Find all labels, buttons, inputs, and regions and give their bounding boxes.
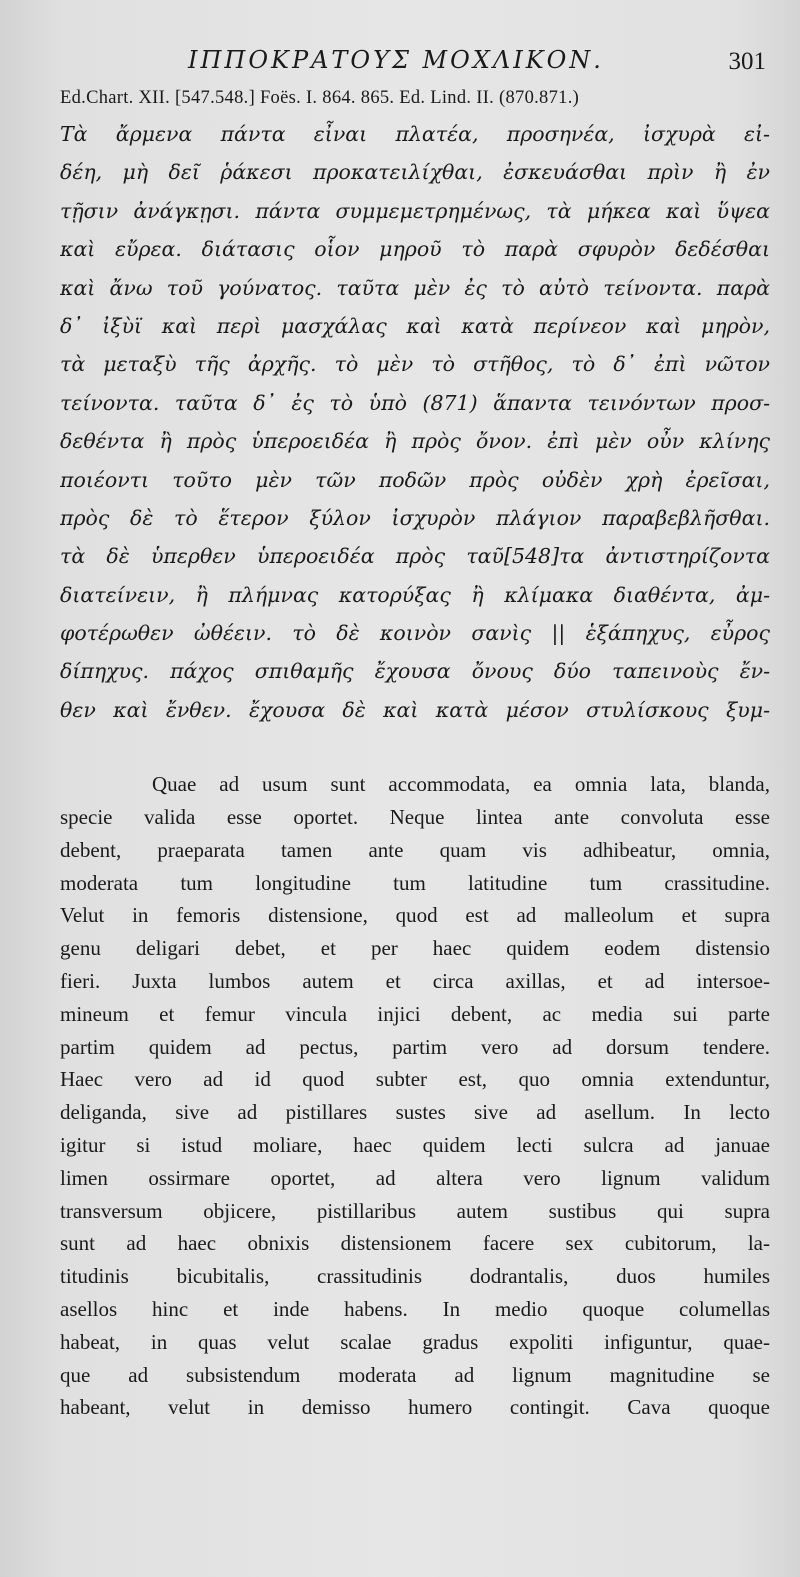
latin-line: mineum et femur vincula injici debent, ac media sui parte xyxy=(60,1001,770,1026)
running-head xyxy=(56,46,770,86)
latin-line: que ad subsistendum moderata ad lignum magnitudine se xyxy=(60,1362,770,1387)
greek-line: δεθέντα ἢ πρὸς ὑπεροειδέα ἢ πρὸς ὄνον. ἐπὶ μὲν οὖν κλίνης xyxy=(60,429,770,454)
latin-line: moderata tum longitudine tum latitudine tum crassitudine. xyxy=(60,870,770,895)
greek-line: δίπηχυς. πάχος σπιθαμῆς ἔχουσα ὄνους δύο ταπεινοὺς ἔν- xyxy=(60,659,770,684)
edition-reference-line: Ed.Chart. XII. [547.548.] Foës. I. 864. 865. Ed. Lind. II. (870.871.) xyxy=(60,88,580,108)
greek-line: Τὰ ἄρμενα πάντα εἶναι πλατέα, προσηνέα, ἰσχυρὰ εἰ- xyxy=(60,122,770,146)
page-number: 301 xyxy=(728,48,766,75)
greek-line: καὶ ἄνω τοῦ γούνατος. ταῦτα μὲν ἐς τὸ αὐτὸ τείνοντα. παρὰ xyxy=(60,275,770,300)
greek-text-block xyxy=(60,115,770,729)
latin-translation-block xyxy=(60,768,770,1424)
running-title: ΙΠΠΟΚΡΑΤΟΥΣ ΜΟΧΛΙΚΟΝ. xyxy=(188,46,604,74)
latin-line: debent, praeparata tamen ante quam vis adhibeatur, omnia, xyxy=(60,837,770,862)
latin-line: fieri. Juxta lumbos autem et circa axillas, et ad intersoe- xyxy=(60,969,770,994)
latin-line: asellos hinc et inde habens. In medio quoque columellas xyxy=(60,1297,770,1321)
greek-line: φοτέρωθεν ὠθέειν. τὸ δὲ κοινὸν σανὶς || ἑξάπηχυς, εὖρος xyxy=(60,621,770,646)
greek-line: θεν καὶ ἔνθεν. ἔχουσα δὲ καὶ κατὰ μέσον στυλίσκους ξυμ- xyxy=(60,697,770,722)
section-gap xyxy=(56,729,770,768)
greek-line: τείνοντα. ταῦτα δ᾽ ἐς τὸ ὑπὸ (871) ἅπαντα τεινόντων προσ- xyxy=(60,390,770,415)
latin-line: sunt ad haec obnixis distensionem facere sex cubitorum, la- xyxy=(60,1231,770,1256)
greek-line: δ᾽ ἰξὺϊ καὶ περὶ μασχάλας καὶ κατὰ περίνεον καὶ μηρὸν, xyxy=(60,313,770,338)
latin-line: transversum objicere, pistillaribus autem sustibus qui supra xyxy=(60,1198,770,1223)
latin-line: Velut in femoris distensione, quod est ad malleolum et supra xyxy=(60,903,770,928)
latin-line: igitur si istud moliare, haec quidem lecti sulcra ad januae xyxy=(60,1133,770,1158)
latin-line: deliganda, sive ad pistillares sustes sive ad asellum. In lecto xyxy=(60,1100,770,1125)
greek-line: τῇσιν ἀνάγκῃσι. πάντα συμμεμετρημένως, τὰ μήκεα καὶ ὕψεα xyxy=(60,198,770,223)
latin-line: Haec vero ad id quod subter est, quo omnia extenduntur, xyxy=(60,1067,770,1092)
latin-line: genu deligari debet, et per haec quidem eodem distensio xyxy=(60,936,770,961)
latin-line: specie valida esse oportet. Neque lintea ante convoluta esse xyxy=(60,805,770,830)
latin-line: habeant, velut in demisso humero contingit. Cava quoque xyxy=(60,1395,770,1420)
latin-line: Quae ad usum sunt accommodata, ea omnia lata, blanda, xyxy=(152,772,770,797)
latin-line: habeat, in quas velut scalae gradus expoliti infiguntur, quae- xyxy=(60,1329,770,1354)
latin-line: titudinis bicubitalis, crassitudinis dodrantalis, duos humiles xyxy=(60,1264,770,1289)
greek-line: διατείνειν, ἢ πλήμνας κατορύξας ἢ κλίμακα διαθέντα, ἀμ- xyxy=(60,582,770,607)
greek-line: δέη, μὴ δεῖ ῥάκεσι προκατειλίχθαι, ἐσκευάσθαι πρὶν ἢ ἐν xyxy=(60,160,770,185)
greek-line: ποιέοντι τοῦτο μὲν τῶν ποδῶν πρὸς οὐδὲν χρὴ ἐρεῖσαι, xyxy=(60,467,770,492)
greek-line: τὰ δὲ ὑπερθεν ὑπεροειδέα πρὸς ταῦ[548]τα ἀντιστηρίζοντα xyxy=(60,544,770,569)
latin-line: partim quidem ad pectus, partim vero ad dorsum tendere. xyxy=(60,1034,770,1059)
greek-line: καὶ εὔρεα. διάτασις οἷον μηροῦ τὸ παρὰ σφυρὸν δεδέσθαι xyxy=(60,237,770,262)
greek-line: τὰ μεταξὺ τῆς ἀρχῆς. τὸ μὲν τὸ στῆθος, τὸ δ᾽ ἐπὶ νῶτον xyxy=(60,352,770,377)
greek-line: πρὸς δὲ τὸ ἕτερον ξύλον ἰσχυρὸν πλάγιον παραβεβλῆσθαι. xyxy=(60,505,770,530)
latin-line: limen ossirmare oportet, ad altera vero lignum validum xyxy=(60,1165,770,1190)
